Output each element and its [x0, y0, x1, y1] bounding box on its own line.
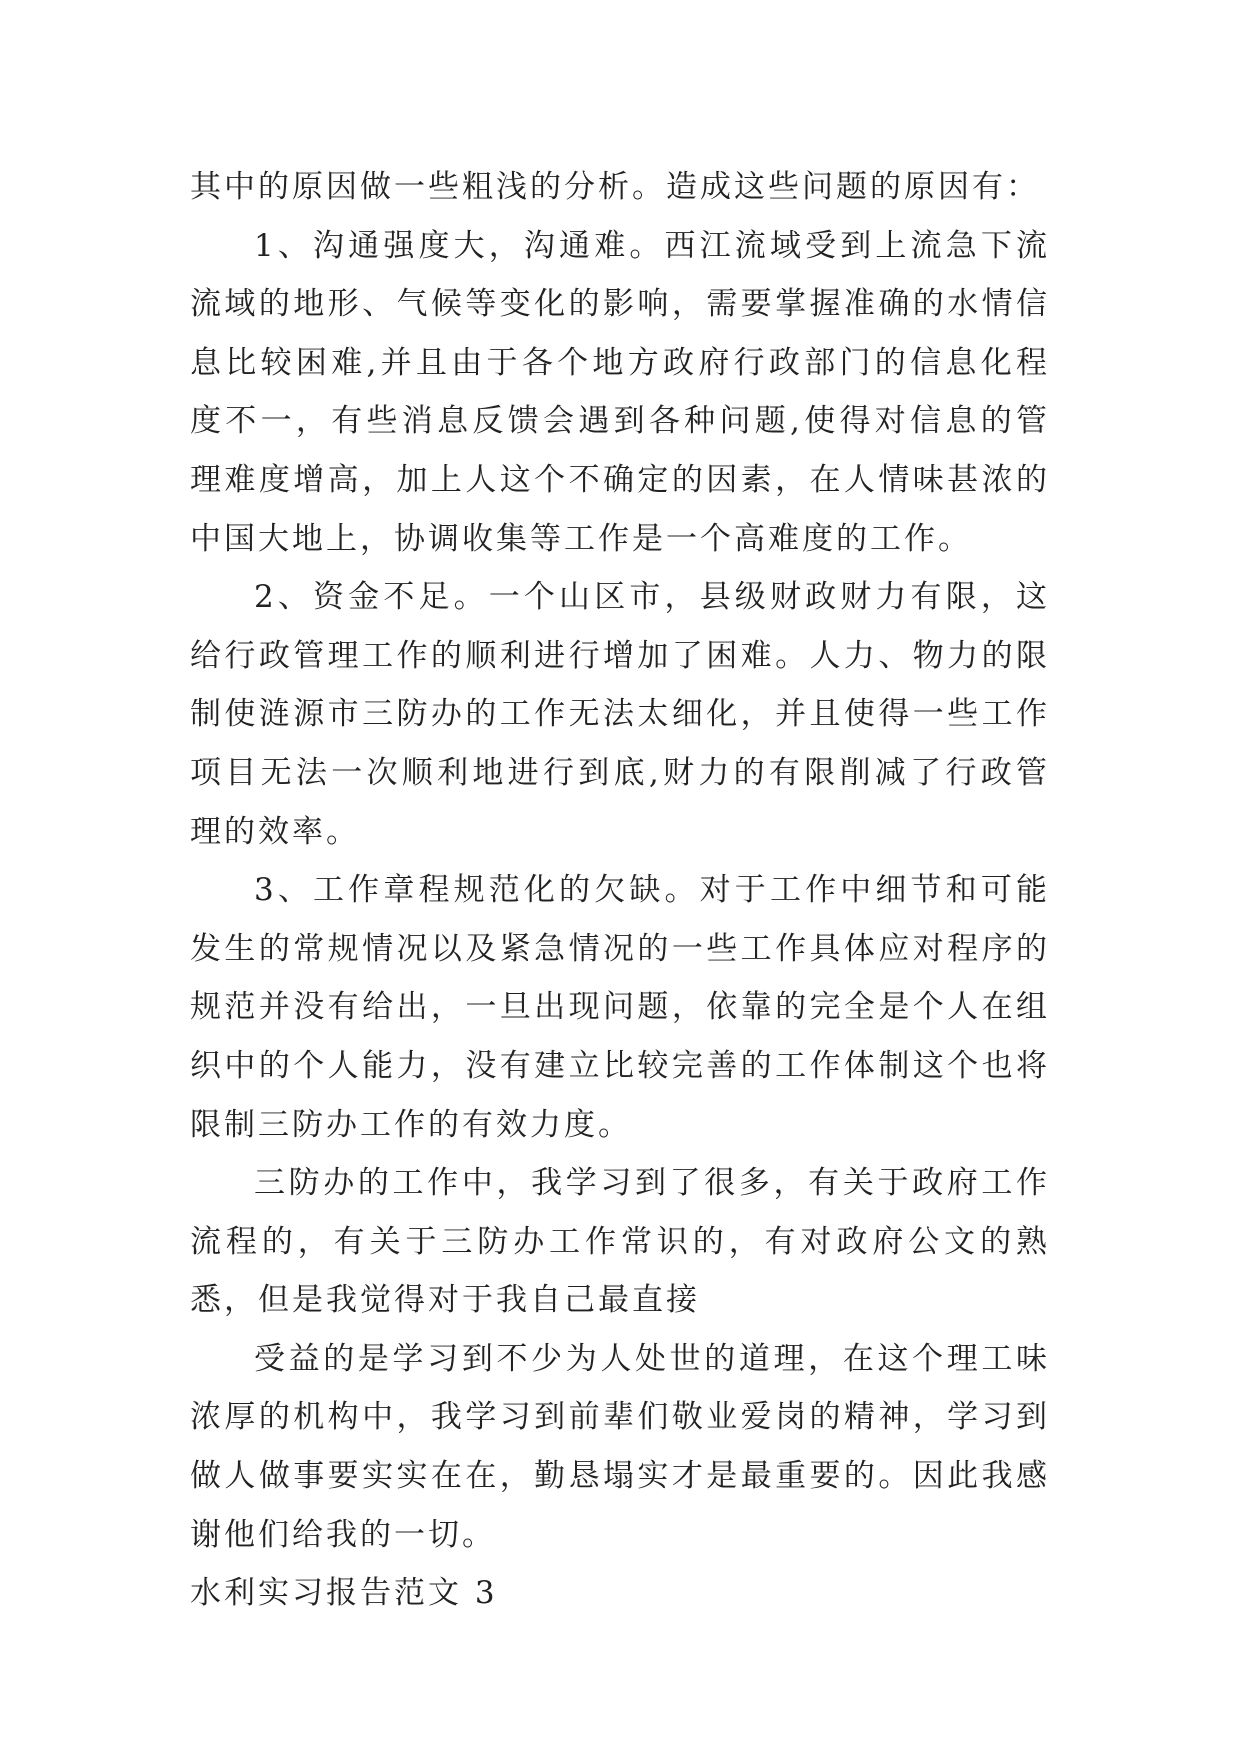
paragraph-benefit: 受益的是学习到不少为人处世的道理，在这个理工味浓厚的机构中，我学习到前辈们敬业爱岗的精神，学习到做人做事要实实在在，勤恳塌实才是最重要的。因此我感谢他们给我的一切。: [190, 1340, 1050, 1553]
paragraph-reason-1: 1、沟通强度大，沟通难。西江流域受到上流急下流流域的地形、气候等变化的影响，需要掌握准确的水情信息比较困难,并且由于各个地方政府行政部门的信息化程度不一，有些消息反馈会遇到各种问题,使得对信息的管理难度增高，加上人这个不确定的因素，在人情味甚浓的中国大地上，协调收集等工作是一个高难度的工作。: [190, 227, 1050, 557]
paragraph-continuation: 其中的原因做一些粗浅的分析。造成这些问题的原因有：: [190, 169, 1040, 205]
paragraph-reason-2: 2、资金不足。一个山区市，县级财政财力有限，这给行政管理工作的顺利进行增加了困难。人力、物力的限制使涟源市三防办的工作无法太细化，并且使得一些工作项目无法一次顺利地进行到底,财力的有限削减了行政管理的效率。: [190, 579, 1050, 850]
section-heading: 水利实习报告范文 3: [190, 1575, 498, 1612]
paragraph-reason-3: 3、工作章程规范化的欠缺。对于工作中细节和可能发生的常规情况以及紧急情况的一些工作具体应对程序的规范并没有给出，一旦出现问题，依靠的完全是个人在组织中的个人能力，没有建立比较完善的工作体制这个也将限制三防办工作的有效力度。: [190, 872, 1050, 1143]
paragraph-learning: 三防办的工作中，我学习到了很多，有关于政府工作流程的，有关于三防办工作常识的，有对政府公文的熟悉，但是我觉得对于我自己最直接: [190, 1165, 1050, 1319]
document-body: [190, 158, 1050, 1623]
